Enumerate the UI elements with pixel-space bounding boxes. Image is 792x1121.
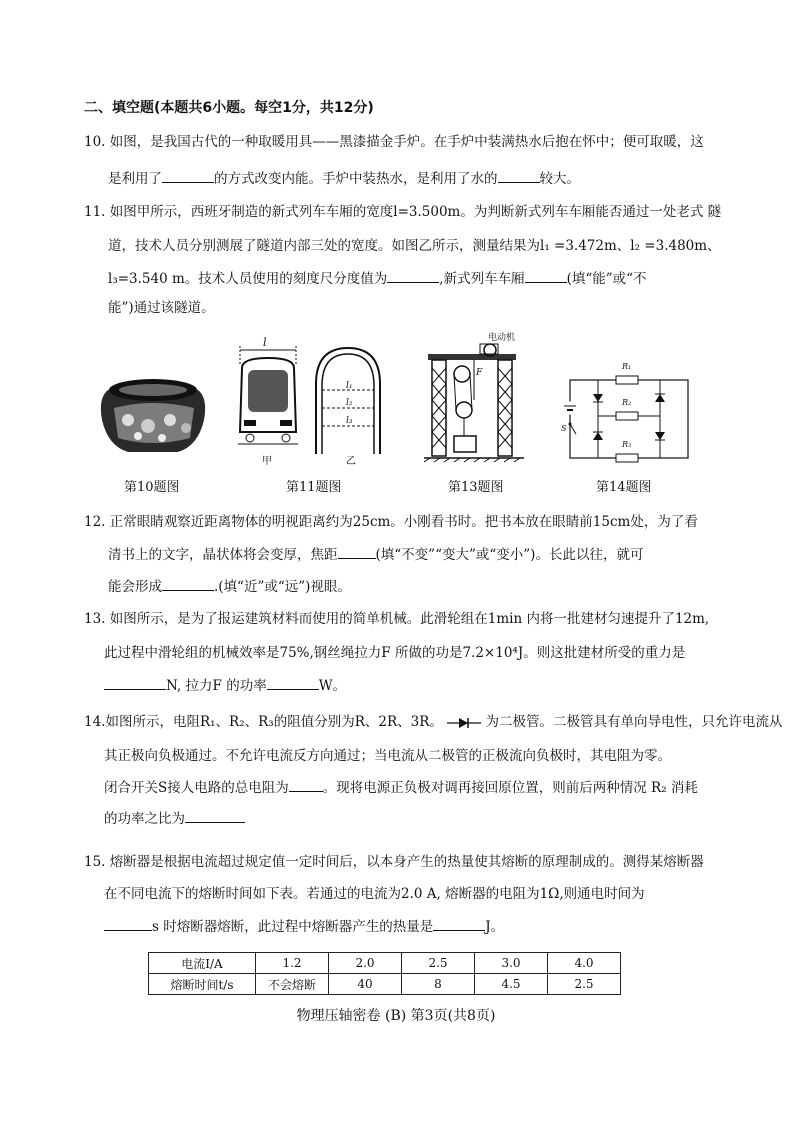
q14-text-b: 为二极管。二极管具有单向导电性，只允许电流从: [485, 714, 783, 730]
q14-line2: 其正极向负极通过。不允许电流反方向通过；当电流从二极管的正极流向负极时，其电阻为零。: [104, 748, 671, 764]
q11-blank-1[interactable]: [387, 268, 439, 283]
q15-line2: 在不同电流下的熔断时间如下表。若通过的电流为2.0 A, 熔断器的电阻为1Ω,则通电时间为: [104, 886, 645, 902]
q11-blank-2[interactable]: [525, 268, 567, 283]
table-cell: 40: [329, 974, 402, 995]
table-cell: 2.5: [548, 974, 621, 995]
table-row: [149, 974, 621, 995]
fuse-table: [148, 952, 621, 995]
q14-line3: [104, 777, 698, 798]
table-cell: 4.0: [548, 953, 621, 974]
q15-text-a: s 时熔断器熔断，此过程中熔断器产生的热量是: [152, 919, 434, 935]
q12-line3: [108, 576, 351, 597]
q12-text-c: 能会形成: [108, 579, 162, 595]
q12-text-d: .(填“近”或“远”)视眼。: [214, 579, 351, 595]
fig11-l3-label: l₃: [346, 416, 353, 426]
hand-warmer-figure: [98, 368, 208, 458]
pulley-crane-figure: [424, 340, 524, 464]
q10-line1: 10. 如图，是我国古代的一种取暖用具——黑漆描金手炉。在手炉中装满热水后抱在怀中；便可取暖，这: [84, 134, 704, 150]
q12-text-a: 清书上的文字，晶状体将会变厚，焦距: [108, 547, 338, 563]
table-cell: 4.5: [475, 974, 548, 995]
fig11-caption: 第11题图: [286, 480, 342, 495]
fig11-l1-label: l₁: [346, 381, 353, 391]
q13-text-b: W。: [318, 678, 347, 694]
q13-line3: [104, 675, 346, 696]
q12-blank-1[interactable]: [338, 544, 376, 559]
q12-line2: [108, 544, 643, 565]
fig11-jia-label: 甲: [262, 456, 272, 467]
q15-line3: [104, 916, 504, 937]
q10-text-c: 较大。: [539, 171, 580, 187]
fig10-caption: 第10题图: [124, 480, 180, 495]
q12-text-b: (填“不变”“变大”或“变小”)。长此以往，就可: [375, 547, 644, 563]
q10-text-b: 的方式改变内能。手炉中装热水，是利用了水的: [214, 171, 498, 187]
fig11-l2-label: l₂: [346, 398, 353, 408]
fig14-s-label: S: [561, 424, 567, 433]
q14-text-c: 闭合开关S接人电路的总电阻为: [104, 780, 289, 796]
q13-blank-2[interactable]: [267, 675, 319, 690]
q12-line1: 12. 正常眼睛观察近距离物体的明视距离约为25cm。小刚看书时。把书本放在眼睛前15cm处，为了看: [84, 514, 698, 530]
fig11-l-label: l: [263, 336, 267, 349]
table-cell: 不会熔断: [256, 974, 329, 995]
page-footer: 物理压轴密卷 (B) 第3页(共8页): [296, 1008, 496, 1024]
q13-text-a: N, 拉力F 的功率: [166, 678, 267, 694]
fig11-yi-label: 乙: [346, 456, 356, 467]
q11-line3: [108, 268, 647, 289]
q14-text-d: 。现将电源正负极对调再接回原位置，则前后两种情况 R₂ 消耗: [322, 780, 698, 796]
q10-text-a: 是利用了: [108, 171, 162, 187]
table-row: [149, 953, 621, 974]
q15-text-b: J。: [485, 919, 505, 935]
q13-line1: 13. 如图所示，是为了报运建筑材料而使用的简单机械。此滑轮组在1min 内将一批建材匀速提升了12m,: [84, 611, 710, 627]
fig14-caption: 第14题图: [596, 480, 652, 495]
q15-blank-1[interactable]: [104, 916, 152, 931]
table-cell: 电流I/A: [149, 953, 256, 974]
q14-blank-2[interactable]: [185, 808, 245, 823]
q11-text-c: (填“能”或“不: [566, 271, 647, 287]
q11-text-a: l₃=3.540 m。技术人员使用的刻度尺分度值为: [108, 271, 388, 287]
fig14-r3-label: R₃: [622, 440, 632, 449]
q11-line4: 能”)通过该隧道。: [108, 300, 215, 316]
q13-line2: 此过程中滑轮组的机械效率是75%,钢丝绳拉力F 所做的功是7.2×10⁴J。则这批建材所受的重力是: [104, 645, 686, 661]
q10-line2: [108, 168, 580, 189]
diode-icon: [447, 717, 481, 729]
table-cell: 2.0: [329, 953, 402, 974]
train-carriage-figure: [232, 340, 304, 458]
table-cell: 3.0: [475, 953, 548, 974]
q15-line1: 15. 熔断器是根据电流超过规定值一定时间后，以本身产生的热量使其熔断的原理制成的。测得某熔断器: [84, 854, 704, 870]
fig13-motor-label: 电动机: [488, 333, 516, 343]
fig13-caption: 第13题图: [448, 480, 504, 495]
q12-blank-2[interactable]: [162, 576, 214, 591]
table-cell: 8: [402, 974, 475, 995]
q14-blank-1[interactable]: [289, 777, 323, 792]
q10-blank-1[interactable]: [162, 168, 214, 183]
q14-text-a: 14.如图所示，电阻R₁、R₂、R₃的阻值分别为R、2R、3R。: [84, 714, 443, 730]
table-cell: 熔断时间t/s: [149, 974, 256, 995]
q11-line2: 道，技术人员分别测展了隧道内部三处的宽度。如图乙所示，测量结果为l₁ =3.472m、l₂ =3.480m、: [108, 238, 721, 254]
q10-blank-2[interactable]: [498, 168, 540, 183]
q11-line1: 11. 如图甲所示，西班牙制造的新式列车车厢的宽度l=3.500m。为判断新式列车车厢能否通过一处老式 隧: [84, 204, 722, 220]
fig13-f-label: F: [476, 368, 483, 378]
fig14-r2-label: R₂: [622, 398, 632, 407]
table-cell: 1.2: [256, 953, 329, 974]
q15-blank-2[interactable]: [433, 916, 485, 931]
q14-line4: [104, 808, 245, 829]
q11-text-b: ,新式列车车厢: [439, 271, 525, 287]
q14-text-e: 的功率之比为: [104, 811, 185, 827]
table-cell: 2.5: [402, 953, 475, 974]
fig14-r1-label: R₁: [622, 362, 632, 371]
section-title: 二、填空题(本题共6小题。每空1分，共12分): [84, 100, 374, 116]
q14-line1: [84, 712, 782, 732]
q13-blank-1[interactable]: [104, 675, 166, 690]
